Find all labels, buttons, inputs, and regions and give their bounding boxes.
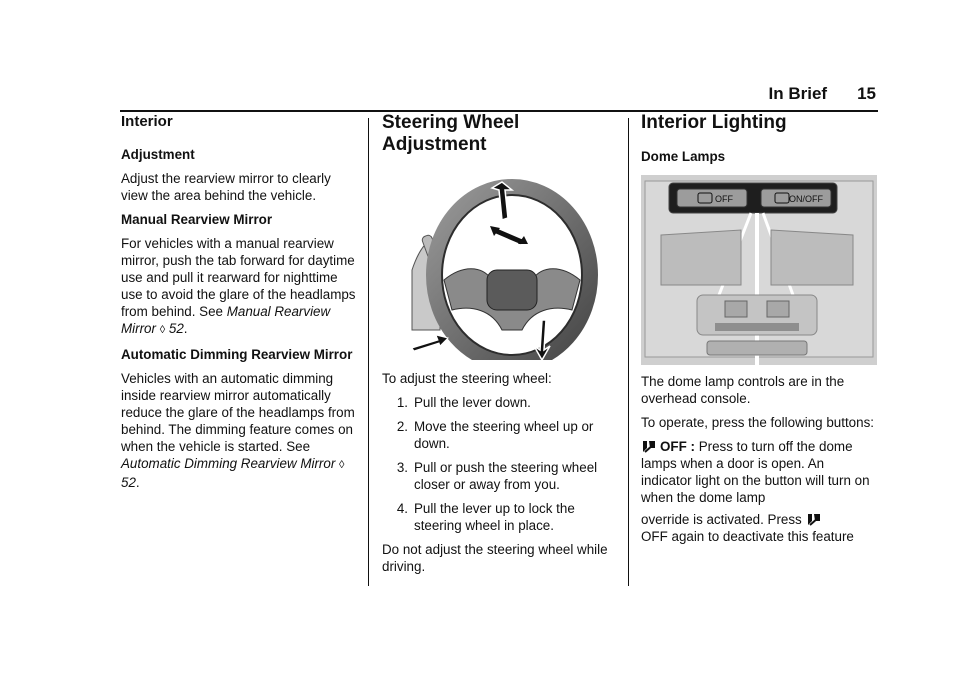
link-auto-dimming-mirror[interactable]: Automatic Dimming Rearview Mirror	[121, 456, 336, 471]
step-number: 4.	[396, 501, 408, 516]
dome-lamp-override-icon	[806, 512, 822, 527]
paragraph-console-location: The dome lamp controls are in the overhead console.	[641, 374, 845, 406]
paragraph-manual-mirror: For vehicles with a manual rearview mirror, push the tab forward for daytime use and pull it rearward for nighttime use to avoid the glare of the headlamps from behind. See Manual Rearview Mirror ◊ 52.	[121, 236, 356, 336]
column-interior	[121, 112, 357, 491]
paragraph-off-button	[641, 438, 877, 506]
subheading-manual-mirror: Manual Rearview Mirror	[121, 212, 273, 227]
subheading-dome-lamps: Dome Lamps	[641, 149, 726, 164]
console-onoff-button-label: ON/OFF	[789, 194, 823, 204]
subheading-adjustment: Adjustment	[121, 147, 195, 162]
subheading-auto-dimming: Automatic Dimming Rearview Mirror	[121, 347, 353, 362]
steering-wheel-illustration	[382, 170, 618, 360]
column-divider-2	[628, 118, 629, 586]
paragraph-deactivate	[641, 511, 877, 545]
step-text: Pull or push the steering wheel closer or away from you.	[414, 460, 598, 492]
paragraph-auto-dimming: Vehicles with an automatic dimming inside rearview mirror automatically reduce the glare of the headlamps from behind. The dimming feature comes on when the vehicle is started. See Automatic Dimming Rearview Mirror ◊ 52.	[121, 371, 355, 490]
page-header	[700, 84, 876, 106]
section-title: In Brief	[768, 84, 828, 103]
link-page-52-b[interactable]: 52	[121, 475, 136, 490]
off-description: Press to turn off the dome lamps when a door is open. An indicator light on the button will turn on when the dome lamp	[641, 439, 870, 505]
overhead-console-illustration	[641, 175, 877, 365]
paragraph-operate: To operate, press the following buttons:	[641, 415, 874, 430]
step-number: 2.	[396, 419, 408, 434]
list-item	[382, 459, 618, 493]
heading-line-1: Steering Wheel	[382, 112, 520, 133]
steering-warning: Do not adjust the steering wheel while driving.	[382, 542, 608, 574]
step-text: Pull the lever up to lock the steering wheel in place.	[414, 501, 575, 533]
deactivate-text-b: OFF again to deactivate this feature	[641, 529, 854, 544]
section-heading-steering	[382, 112, 618, 156]
heading-line-2: Adjustment	[382, 134, 487, 155]
section-heading-lighting: Interior Lighting	[641, 112, 787, 133]
column-interior-lighting	[641, 112, 877, 545]
console-off-button-label: OFF	[715, 194, 733, 204]
step-text: Move the steering wheel up or down.	[414, 419, 594, 451]
paragraph-adjustment: Adjust the rearview mirror to clearly view the area behind the vehicle.	[121, 171, 331, 203]
deactivate-text-a: override is activated. Press	[641, 512, 802, 527]
step-number: 3.	[396, 460, 408, 475]
paragraph-manual-mirror-text: For vehicles with a manual rearview mirror, push the tab forward for daytime use and pull it rearward for nighttime use to avoid the glare of the headlamps from behind. See	[121, 236, 356, 319]
link-page-52-a[interactable]: 52	[168, 321, 184, 336]
column-divider-1	[368, 118, 369, 586]
page-number: 15	[857, 84, 876, 103]
link-manual-rearview-mirror[interactable]: Manual Rearview Mirror	[121, 304, 331, 336]
step-number: 1.	[396, 395, 408, 410]
section-heading-interior: Interior	[121, 113, 173, 130]
paragraph-auto-dimming-text: Vehicles with an automatic dimming inside rearview mirror automatically reduce the glare of the headlamps from behind. The dimming feature comes on when the vehicle is started. See	[121, 371, 355, 454]
list-item	[382, 418, 618, 452]
page-ref-icon: ◊	[339, 459, 345, 471]
steering-steps	[382, 394, 618, 534]
dome-lamp-override-icon	[641, 439, 657, 454]
column-steering-wheel	[382, 112, 618, 575]
page-ref-icon: ◊	[159, 324, 166, 336]
step-text: Pull the lever down.	[414, 395, 531, 410]
list-item	[382, 394, 618, 411]
list-item	[382, 500, 618, 534]
steering-intro: To adjust the steering wheel:	[382, 371, 552, 386]
off-label: OFF :	[660, 439, 695, 454]
